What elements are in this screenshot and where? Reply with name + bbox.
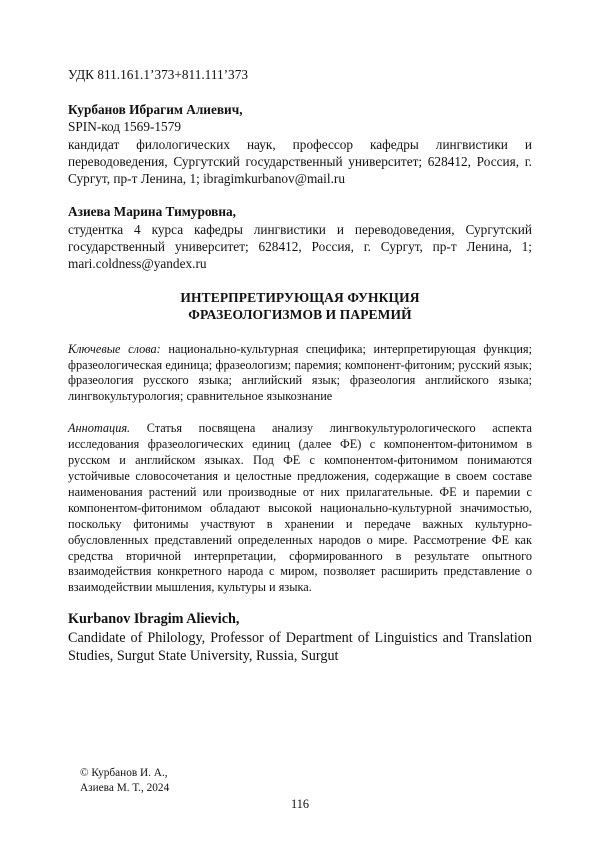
udk-code: УДК 811.161.1’373+811.111’373 (68, 67, 249, 82)
copyright-line-1: © Курбанов И. А., (80, 767, 168, 779)
english-author-affiliation: Candidate of Philology, Professor of Department of Linguistics and Translation Studies, Surgut State University, Russia, Surgut (68, 629, 532, 665)
title-line-2: ФРАЗЕОЛОГИЗМОВ И ПАРЕМИЙ (188, 307, 412, 323)
article-page (68, 66, 532, 666)
keywords-label: Ключевые слова: (68, 341, 161, 356)
title-line-1: ИНТЕРПРЕТИРУЮЩАЯ ФУНКЦИЯ (180, 289, 420, 305)
english-author-name: Kurbanov Ibragim Alievich, (68, 611, 240, 628)
abstract-label: Аннотация. (68, 421, 131, 436)
article-title (68, 289, 532, 324)
english-author-block (68, 610, 532, 666)
page-number: 116 (291, 797, 309, 811)
author-block-2 (68, 203, 532, 272)
author-affiliation-2: студентка 4 курса кафедры лингвистики и переводоведения, Сургутский государственный университет; 628412, Россия, г. Сургут, пр-т Ленина, 1; mari.coldness@yandex.ru (68, 221, 532, 272)
keywords (68, 342, 532, 406)
abstract-text: Статья посвящена анализу лингвокультурологического аспекта исследования фразеологических единиц (далее ФЕ) с компонентом-фитонимом в русском и английском языках. Под ФЕ с компонентом-фитонимом понимаются устойчивые словосочетания и целостные предложения, содержащие в своем составе наименования растений или производные от них прилагательные. ФЕ и паремии с компонентом-фитонимом обладают высокой национально-культурной значимостью, поскольку фитонимы участвуют в хранении и передаче важных культурно-обусловленных представлений определенных народов о мире. Рассмотрение ФЕ как средства вторичной интерпретации, сформированного в результате опытного взаимодействия конкретного народа с миром, позволяет расширить представление о взаимодействии мышления, культуры и языка. (68, 421, 532, 595)
author-name-1: Курбанов Ибрагим Алиевич, (68, 102, 243, 117)
copyright-line-2: Азиева М. Т., 2024 (80, 781, 170, 794)
author-spin-1: SPIN-код 1569-1579 (68, 119, 182, 135)
copyright-notice (80, 766, 169, 795)
author-name-2: Азиева Марина Тимуровна, (68, 204, 236, 220)
author-block-1 (68, 101, 532, 187)
keywords-text: национально-культурная специфика; интерпретирующая функция; фразеологическая единица; фразеологизм; паремия; компонент-фитоним; русский язык; фразеология русского языка; английский язык; фразеология английского языка; лингвокультурология; сравнительное языкознание (68, 341, 532, 404)
abstract (68, 421, 532, 596)
author-affiliation-1: кандидат филологических наук, профессор кафедры лингвистики и переводоведения, Сургутский государственный университет; 628412, Россия, г. Сургут, пр-т Ленина, 1; ibragimkurbanov@mail.ru (68, 136, 532, 187)
